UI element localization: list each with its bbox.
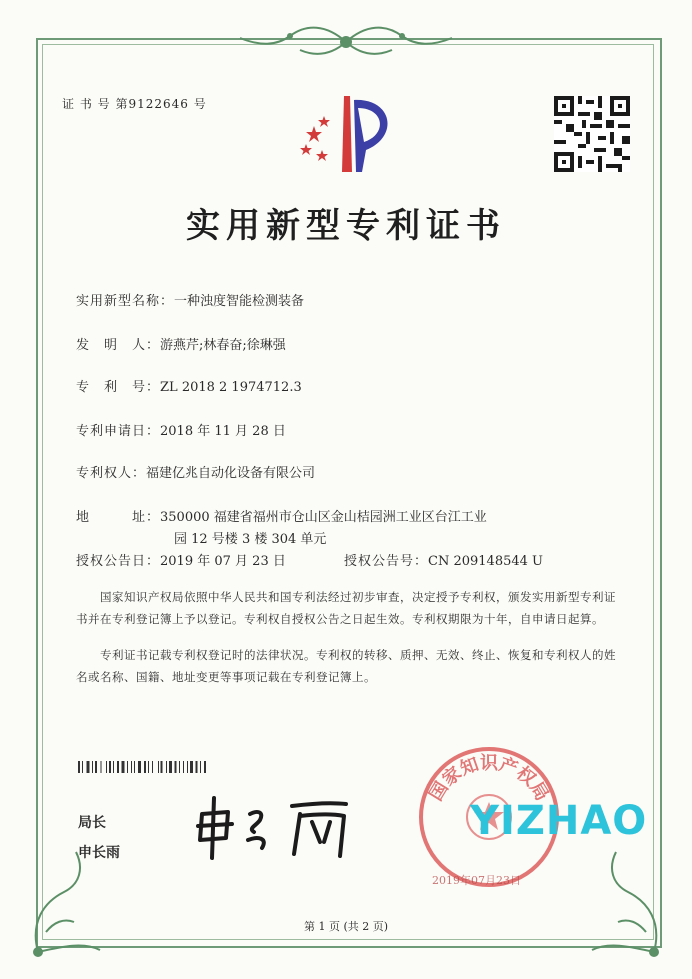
top-ornament [230,22,462,62]
patentee-value: 福建亿兆自动化设备有限公司 [146,466,316,481]
filing-date-label: 专利申请日： [76,424,161,439]
filing-date-value: 2018 年 11 月 28 日 [160,424,286,439]
cnipa-logo-icon [292,92,404,176]
patentee-label: 专利权人： [76,466,147,481]
address-row [76,506,487,525]
certificate-number: 证 书 号 第9122646 号 [62,97,207,111]
utility-model-name-value: 一种浊度智能检测装备 [174,294,305,309]
yizhao-watermark: YIZHAO [470,798,648,844]
certificate-title: 实用新型专利证书 [186,206,506,246]
patent-number-value: ZL 2018 2 1974712.3 [160,380,302,395]
handwritten-signature [188,792,368,862]
utility-model-name-row [76,290,304,309]
patent-number-row [76,376,302,395]
svg-text:国家知识产权局 [425,752,552,805]
grant-number-label: 授权公告号： [344,554,429,569]
barcode-icon [78,761,258,773]
director-name: 申长雨 [78,845,120,861]
filing-date-row [76,420,286,439]
statement-paragraph-1: 国家知识产权局依照中华人民共和国专利法经过初步审查，决定授予专利权，颁发实用新型专利证书并在专利登记簿上予以登记。专利权自授权公告之日起生效。专利权期限为十年，自申请日起算。 [76,590,616,626]
inventor-row [76,334,286,353]
patentee-row [76,462,315,481]
corner-ornament-bottom-right [588,842,668,962]
patent-number-label: 专 利 号： [76,380,161,395]
director-title: 局长 [78,815,106,831]
address-value: 350000 福建省福州市仓山区金山桔园洲工业区台江工业 [160,510,487,525]
inventor-label: 发 明 人： [76,338,161,353]
seal-date: 2019年07月23日 [432,874,521,887]
utility-model-name-label: 实用新型名称： [76,294,175,309]
statement-paragraph-2: 专利证书记载专利权登记时的法律状况。专利权的转移、质押、无效、终止、恢复和专利权人的姓名或名称、国籍、地址变更等事项记载在专利登记簿上。 [76,648,616,684]
qr-code-icon [554,96,630,172]
page-number: 第 1 页 (共 2 页) [303,920,389,933]
grant-date-label: 授权公告日： [76,554,161,569]
address-value-line2: 园 12 号楼 3 楼 304 单元 [174,532,327,547]
grant-number-row [344,550,543,569]
grant-date-value: 2019 年 07 月 23 日 [160,554,286,569]
inventor-value: 游燕芹;林春奋;徐琳强 [160,338,286,353]
address-label: 地 址： [76,510,161,525]
grant-date-row [76,550,286,569]
grant-number-value: CN 209148544 U [428,554,543,569]
seal-text: 国家知识产权局 [425,753,553,805]
